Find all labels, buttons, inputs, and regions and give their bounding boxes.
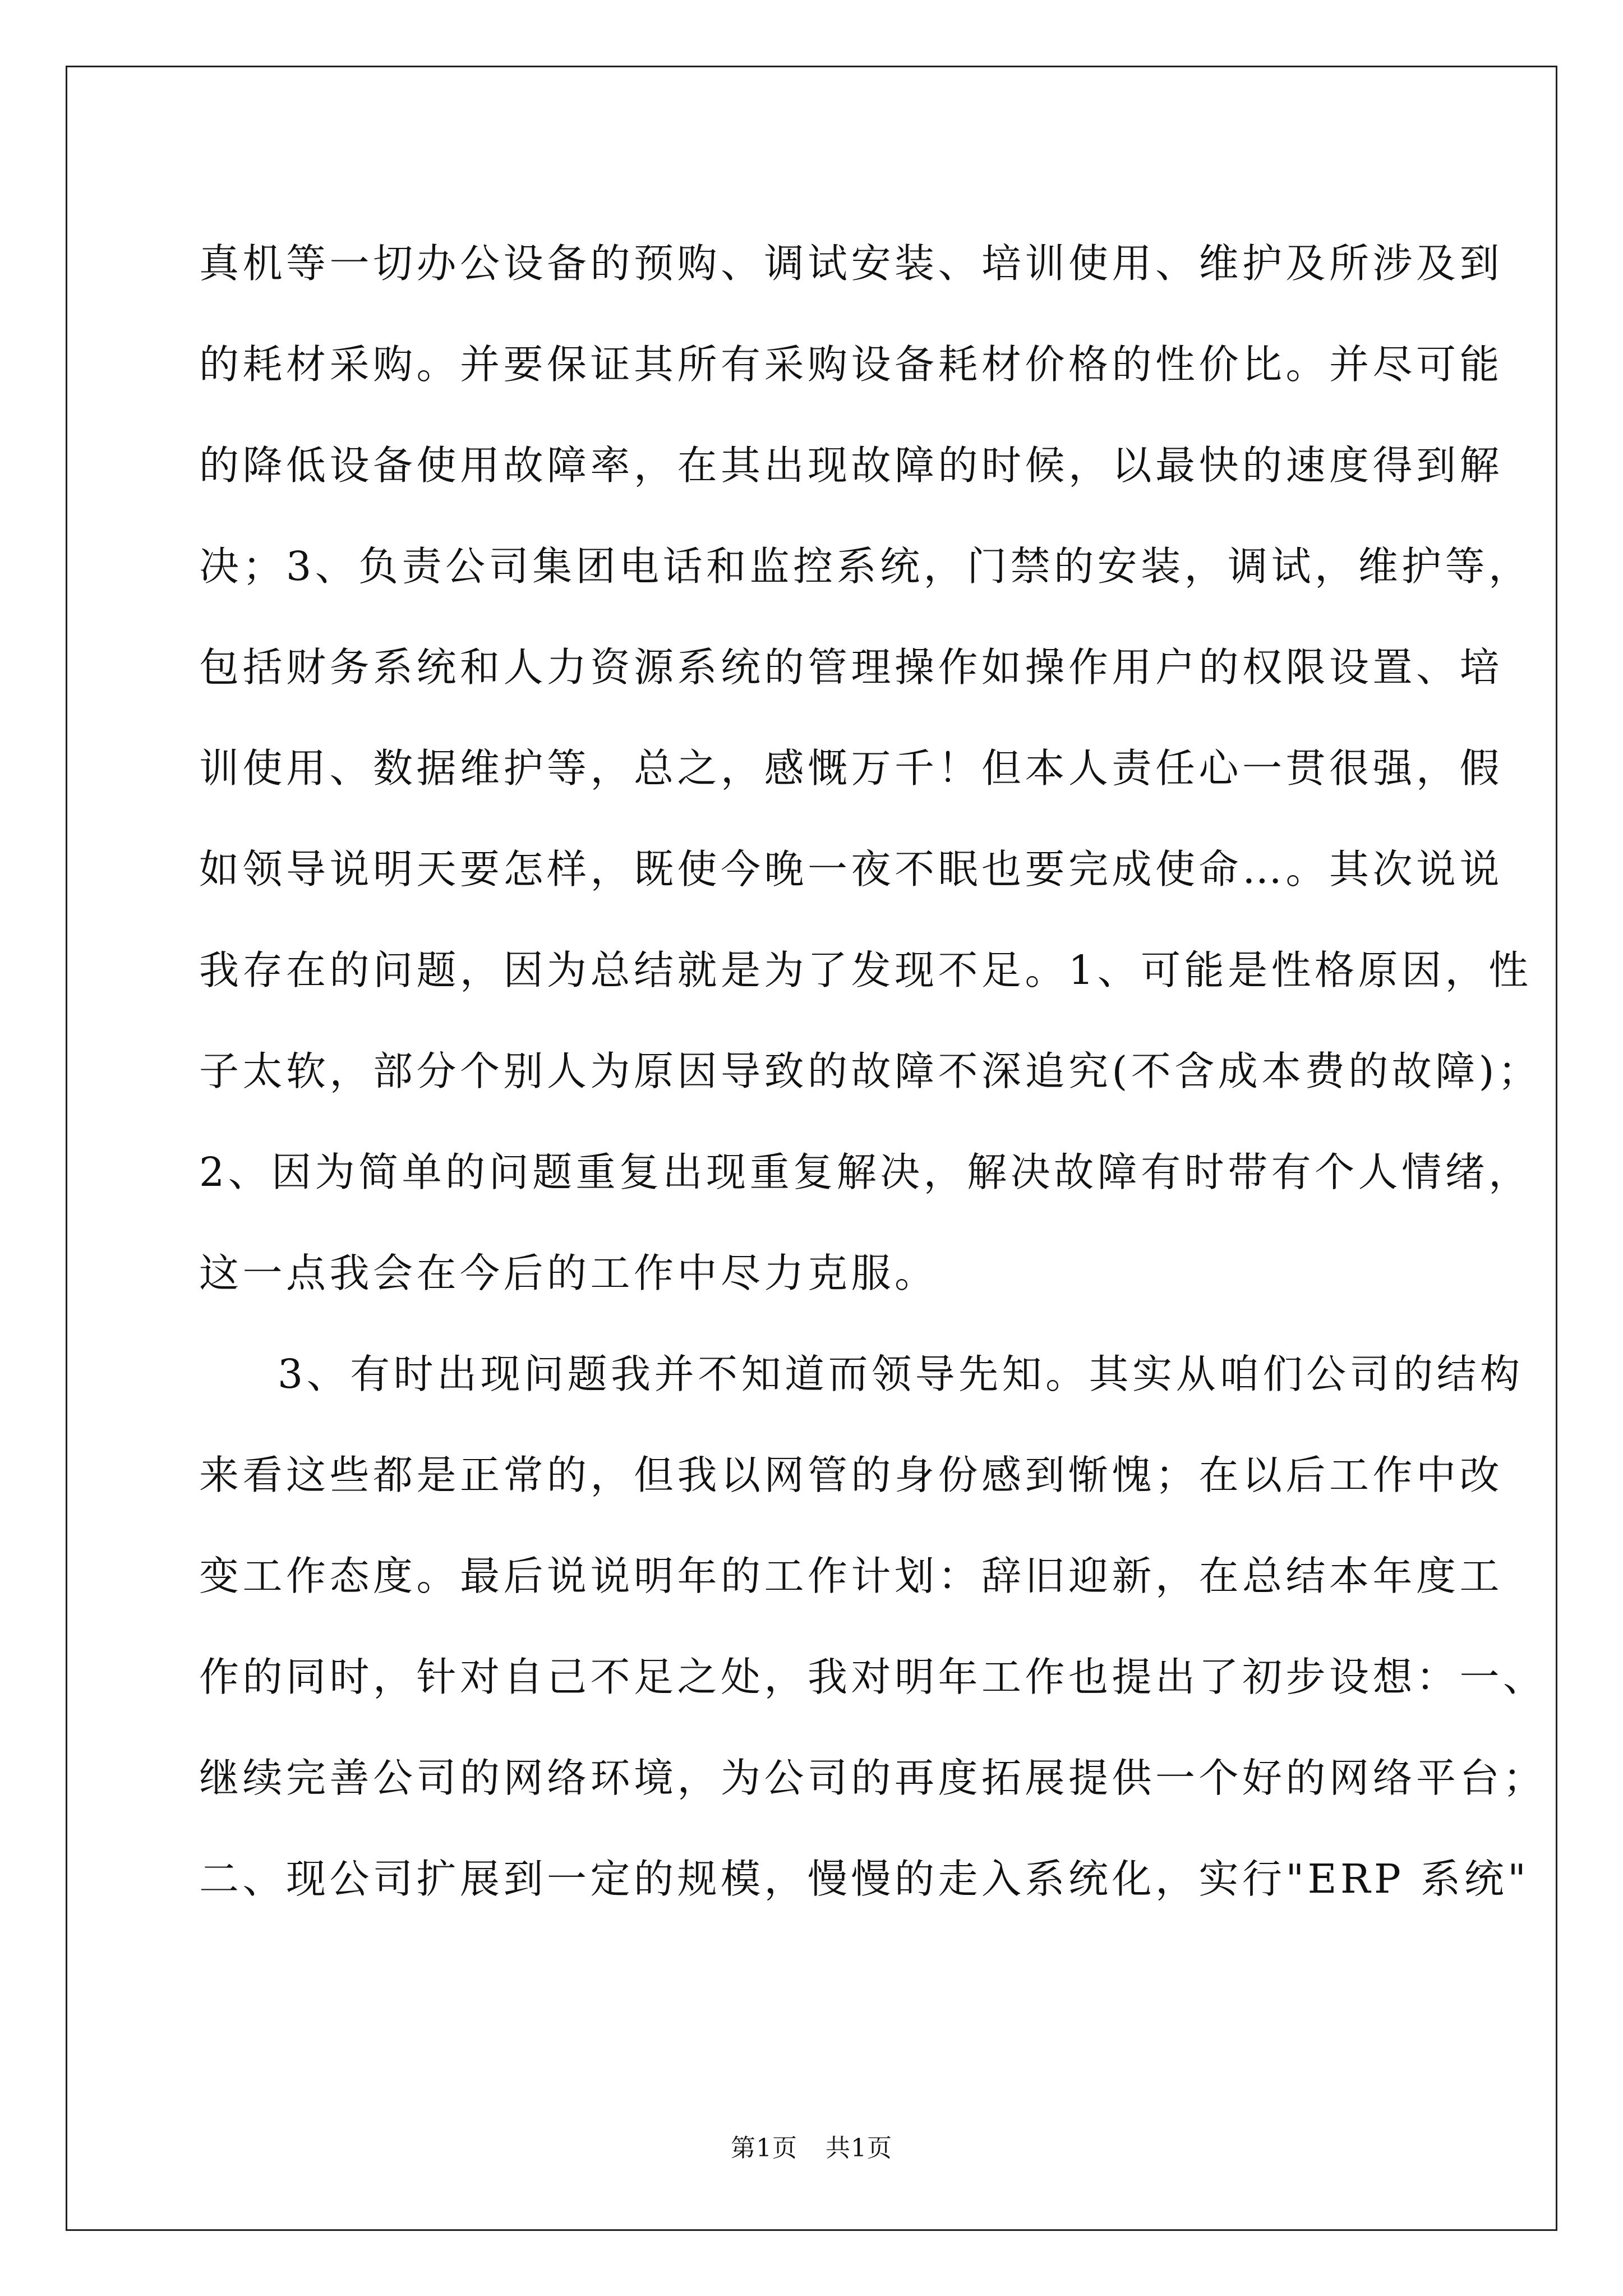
text-line: 继续完善公司的网络环境，为公司的再度拓展提供一个好的网络平台； [199,1755,1547,1801]
text-line: 包括财务系统和人力资源系统的管理操作如操作用户的权限设置、培 [199,644,1504,691]
text-line: 我存在的问题，因为总结就是为了发现不足。1、可能是性格原因，性 [199,947,1532,993]
text-line: 的降低设备使用故障率，在其出现故障的时候，以最快的速度得到解 [199,442,1504,489]
text-line: 二、现公司扩展到一定的规模，慢慢的走入系统化，实行"ERP 系统" [199,1856,1530,1902]
text-line: 变工作态度。最后说说明年的工作计划：辞旧迎新，在总结本年度工 [199,1553,1504,1599]
document-body [199,213,1547,1930]
text-line: 训使用、数据维护等，总之，感慨万千！但本人责任心一贯很强，假 [199,745,1504,792]
text-line: 子太软，部分个别人为原因导致的故障不深追究(不含成本费的故障)； [199,1048,1542,1094]
text-line: 这一点我会在今后的工作中尽力克服。 [199,1250,938,1296]
text-line: 的耗材采购。并要保证其所有采购设备耗材价格的性价比。并尽可能 [199,341,1504,388]
paragraph-first-line: 3、有时出现问题我并不知道而领导先知。其实从咱们公司的结构 [278,1351,1524,1397]
text-line: 真机等一切办公设备的预购、调试安装、培训使用、维护及所涉及到 [199,240,1504,287]
page-number-current: 第1页 [731,2134,797,2162]
text-line: 作的同时，针对自己不足之处，我对明年工作也提出了初步设想：一、 [199,1654,1547,1700]
page-number-total: 共1页 [826,2134,892,2162]
text-line: 来看这些都是正常的，但我以网管的身份感到惭愧；在以后工作中改 [199,1452,1504,1498]
text-line: 2、因为简单的问题重复出现重复解决，解决故障有时带有个人情绪， [199,1149,1532,1195]
page-footer [0,2132,1623,2165]
text-line: 如领导说明天要怎样，既使今晚一夜不眠也要完成使命…。其次说说 [199,846,1504,892]
text-line: 决；3、负责公司集团电话和监控系统，门禁的安装，调试，维护等， [199,543,1532,590]
